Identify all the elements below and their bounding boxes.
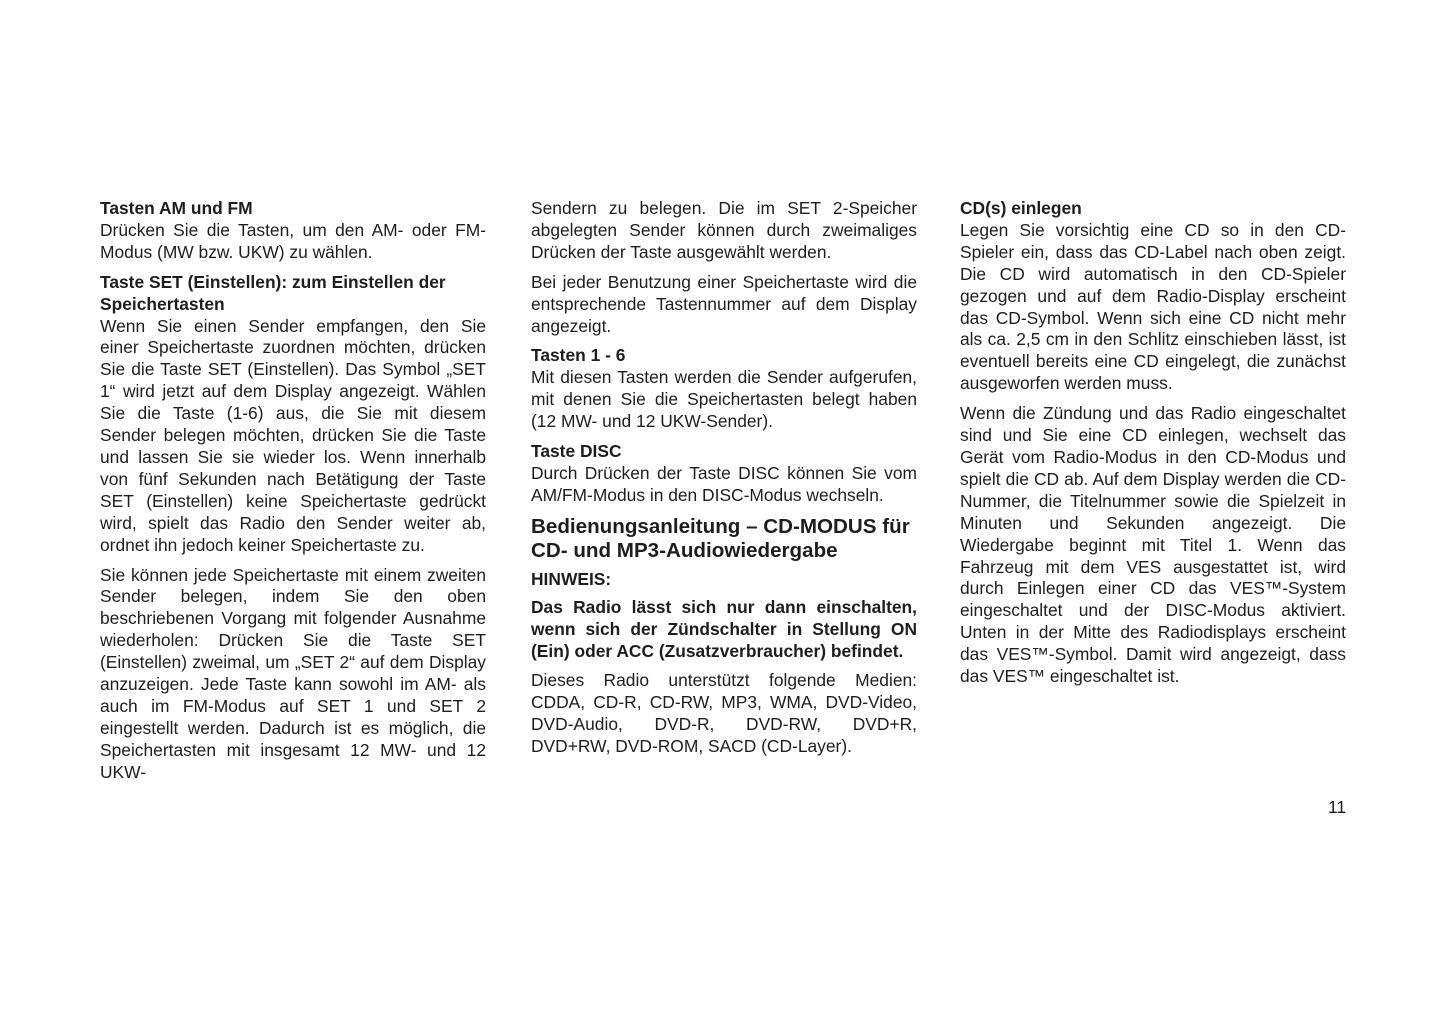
column-left: [100, 198, 486, 792]
heading-taste-disc: Taste DISC: [531, 441, 622, 462]
heading-taste-set: Taste SET (Einstellen): zum Einstellen der Speichertasten: [100, 271, 446, 314]
paragraph-am-fm: Drücken Sie die Tasten, um den AM- oder FM-Modus (MW bzw. UKW) zu wählen.: [100, 219, 486, 262]
heading-tasten-am-fm: Tasten AM und FM: [100, 198, 253, 218]
paragraph-ignition-cd: Wenn die Zündung und das Radio eingeschaltet sind und Sie eine CD einlegen, wechselt das Gerät vom Radio-Modus in den CD-Modus und spielt die CD ab. Auf dem Display werden die CD-Nummer, die Titelnummer sowie die Spielzeit in Minuten und Sekunden angezeigt. Die Wiedergabe beginnt mit Titel 1. Wenn das Fahrzeug mit dem VES ausgestattet ist, wird durch Einlegen einer CD das VES™-System eingeschaltet und der DISC-Modus aktiviert. Unten in der Mitte des Radiodisplays erscheint das VES™-Symbol. Damit wird angezeigt, dass das VES™ eingeschaltet ist.: [960, 403, 1346, 687]
column-middle: [531, 198, 917, 766]
paragraph-taste-set: Wenn Sie einen Sender empfangen, den Sie einer Speichertaste zuordnen möchten, drücken Sie die Taste SET (Einstellen). Das Symbol „SET 1“ wird jetzt auf dem Display angezeigt. Wählen Sie die Taste (1-6) aus, die Sie mit diesem Sender belegen möchten, drücken Sie die Taste und lassen Sie sie wieder los. Wenn innerhalb von fünf Sekunden nach Betätigung der Taste SET (Einstellen) keine Speichertaste gedrückt wird, spielt das Radio den Sender weiter ab, ordnet ihn jedoch keiner Speichertaste zu.: [100, 315, 486, 555]
paragraph-second-station: Sie können jede Speichertaste mit einem zweiten Sender belegen, indem Sie den oben beschriebenen Vorgang mit folgender Ausnahme wiederholen: Drücken Sie die Taste SET (Einstellen) zweimal, um „SET 2“ auf dem Display anzuzeigen. Jede Taste kann sowohl im AM- als auch im FM-Modus auf SET 1 und SET 2 eingestellt werden. Dadurch ist es möglich, die Speichertasten mit insgesamt 12 MW- und 12 UKW-: [100, 564, 486, 782]
paragraph-supported-media: Dieses Radio unterstützt folgende Medien: CDDA, CD-R, CD-RW, MP3, WMA, DVD-Video, DVD-Audio, DVD-R, DVD-RW, DVD+R, DVD+RW, DVD-ROM, SACD (CD-Layer).: [531, 670, 917, 757]
column-right: [960, 198, 1346, 696]
paragraph-tasten-1-6: Mit diesen Tasten werden die Sender aufgerufen, mit denen Sie die Speichertasten belegt haben (12 MW- und 12 UKW-Sender).: [531, 367, 917, 432]
paragraph-cd-einlegen: Legen Sie vorsichtig eine CD so in den CD-Spieler ein, dass das CD-Label nach oben zeigt. Die CD wird automatisch in den CD-Spieler gezogen und auf dem Radio-Display erscheint das CD-Symbol. Wenn sich eine CD nicht mehr als ca. 2,5 cm in den Schlitz einschieben lässt, ist eventuell bereits eine CD eingelegt, die zunächst ausgeworfen werden muss.: [960, 219, 1346, 394]
heading-tasten-1-6: Tasten 1 - 6: [531, 345, 626, 366]
note-label: HINWEIS:: [531, 568, 612, 589]
paragraph-taste-disc: Durch Drücken der Taste DISC können Sie vom AM/FM-Modus in den DISC-Modus wechseln.: [531, 462, 917, 505]
paragraph-memory-display: Bei jeder Benutzung einer Speichertaste wird die entsprechende Tastennummer auf dem Display angezeigt.: [531, 271, 917, 336]
note-text: Das Radio lässt sich nur dann einschalten, wenn sich der Zündschalter in Stellung ON (Ein) oder ACC (Zusatzverbraucher) befindet.: [531, 596, 917, 661]
page-number: 11: [1327, 797, 1346, 817]
section-title-cd-modus: Bedienungsanleitung – CD-MODUS für CD- und MP3-Audiowiedergabe: [531, 514, 910, 562]
paragraph-continued: Sendern zu belegen. Die im SET 2-Speicher abgelegten Sender können durch zweimaliges Drücken der Taste ausgewählt werden.: [531, 198, 917, 262]
heading-cd-einlegen: CD(s) einlegen: [960, 198, 1082, 218]
